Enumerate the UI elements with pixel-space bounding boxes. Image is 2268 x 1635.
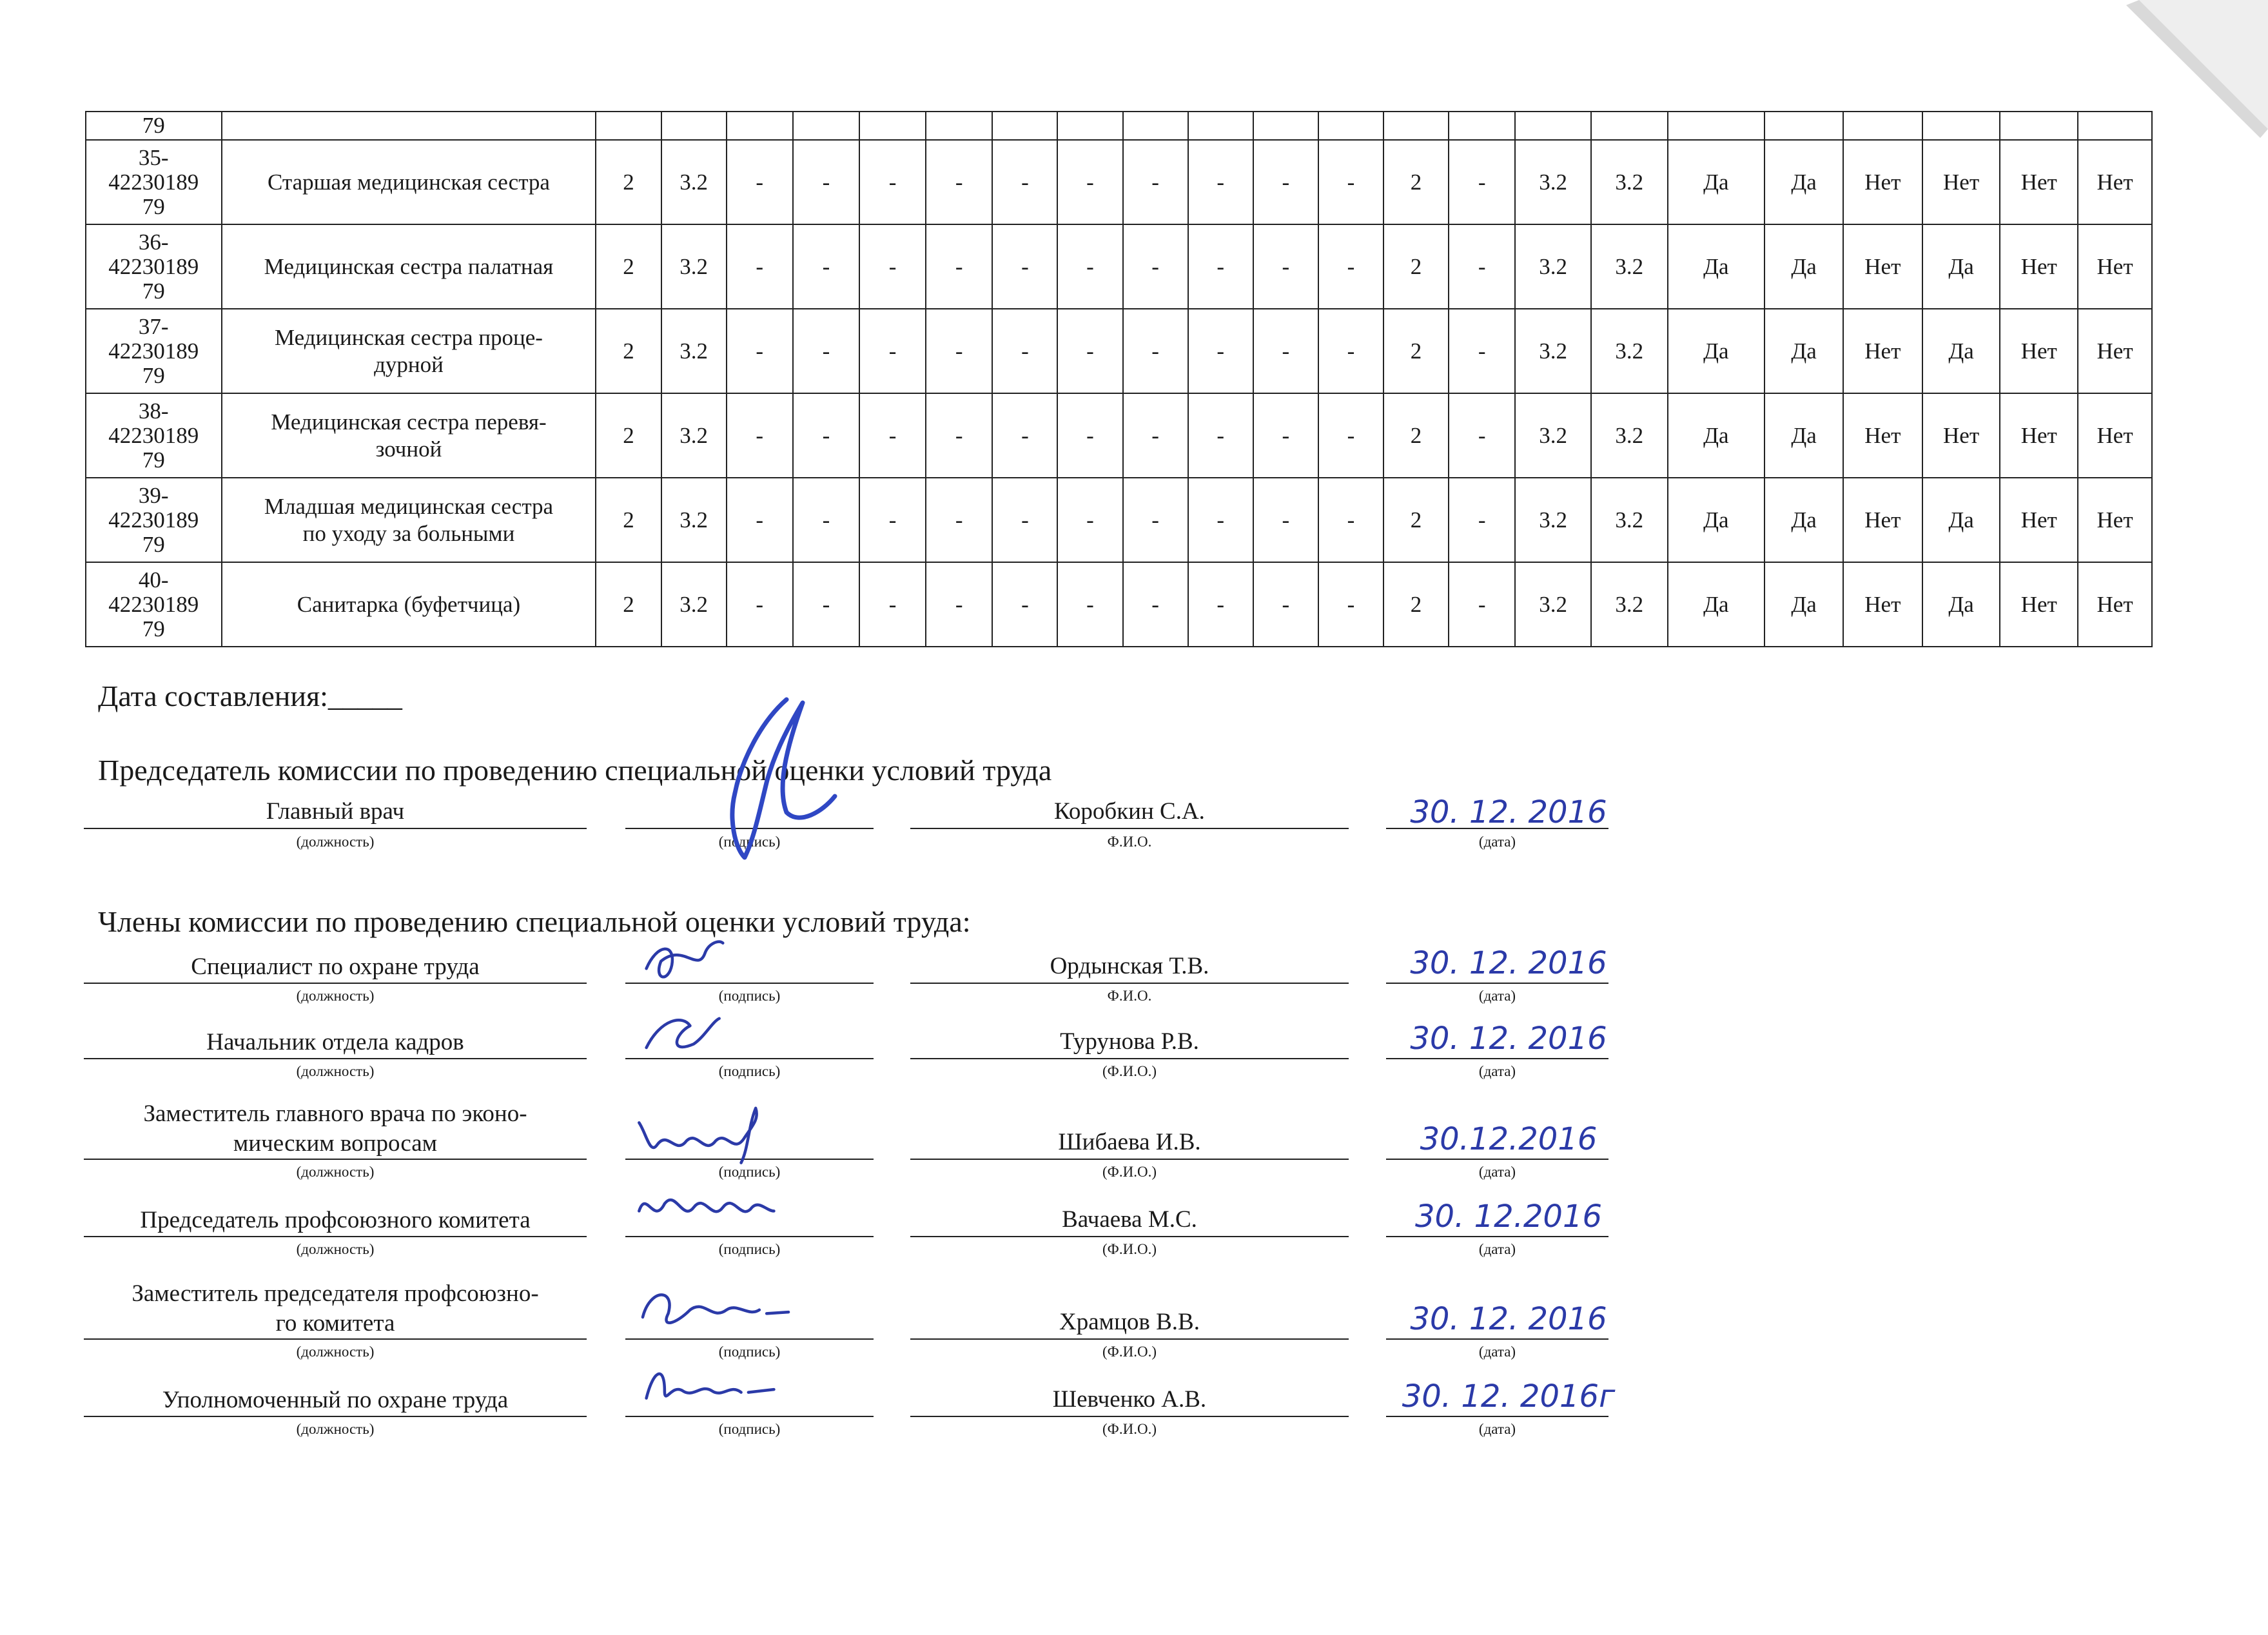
table-cell bbox=[1765, 112, 1843, 140]
table-cell: Нет bbox=[2000, 140, 2078, 224]
table-cell: - bbox=[926, 224, 992, 309]
member-name-caption: (Ф.И.О.) bbox=[1102, 1063, 1157, 1079]
member-name: Храмцов В.В. bbox=[1059, 1309, 1200, 1335]
table-row bbox=[86, 224, 2152, 309]
table-cell: Да bbox=[1668, 562, 1765, 647]
workplace-code-cell bbox=[86, 309, 222, 393]
table-cell: Да bbox=[1922, 478, 2000, 562]
table-cell: - bbox=[1318, 140, 1383, 224]
table-cell: - bbox=[1253, 224, 1318, 309]
table-cell: - bbox=[727, 393, 793, 478]
chair-name: Коробкин С.А. bbox=[1054, 798, 1205, 825]
table-cell: - bbox=[1057, 478, 1122, 562]
table-cell: 2 bbox=[1383, 562, 1449, 647]
table-row bbox=[86, 393, 2152, 478]
table-cell: - bbox=[1318, 562, 1383, 647]
member-position-caption: (должность) bbox=[296, 1421, 375, 1437]
table-cell: - bbox=[793, 140, 859, 224]
table-cell bbox=[1383, 112, 1449, 140]
table-cell bbox=[1123, 112, 1188, 140]
table-cell: 2 bbox=[596, 309, 661, 393]
member-name-caption: (Ф.И.О.) bbox=[1102, 1164, 1157, 1180]
position-underline bbox=[84, 1058, 587, 1059]
member-name: Ордынская Т.В. bbox=[1050, 953, 1209, 979]
table-cell: - bbox=[1253, 309, 1318, 393]
table-cell: Нет bbox=[2000, 562, 2078, 647]
member-signature-image bbox=[632, 1282, 799, 1353]
table-cell bbox=[1188, 112, 1253, 140]
table-row bbox=[86, 140, 2152, 224]
table-cell: - bbox=[1318, 393, 1383, 478]
job-title-line: Младшая медицинская сестра bbox=[264, 493, 554, 519]
table-cell: - bbox=[992, 224, 1057, 309]
table-cell: - bbox=[727, 140, 793, 224]
table-cell: Нет bbox=[2078, 393, 2152, 478]
member-position-caption: (должность) bbox=[296, 1344, 375, 1360]
table-cell bbox=[596, 112, 661, 140]
job-title-line: Медицинская сестра палатная bbox=[264, 253, 554, 279]
member-date: 30. 12. 2016 bbox=[1410, 1021, 1607, 1057]
table-cell: - bbox=[1449, 140, 1515, 224]
table-cell: - bbox=[1188, 562, 1253, 647]
table-cell: Нет bbox=[2078, 140, 2152, 224]
table-cell: Нет bbox=[1843, 478, 1922, 562]
member-date-caption: (дата) bbox=[1478, 1344, 1516, 1360]
table-cell: Нет bbox=[1843, 224, 1922, 309]
table-cell: 3.2 bbox=[1591, 309, 1668, 393]
member-position-line: Председатель профсоюзного комитета bbox=[140, 1207, 531, 1233]
member-position-line: Заместитель председателя профсоюзно- bbox=[132, 1280, 539, 1307]
date-underline bbox=[1386, 1058, 1608, 1059]
table-cell: - bbox=[1188, 393, 1253, 478]
workplace-code-line: 79 bbox=[142, 531, 165, 557]
table-row bbox=[86, 478, 2152, 562]
table-cell: - bbox=[1318, 224, 1383, 309]
table-cell: - bbox=[727, 224, 793, 309]
table-cell: 3.2 bbox=[1515, 393, 1591, 478]
table-cell: 2 bbox=[1383, 224, 1449, 309]
member-signature-image bbox=[632, 926, 799, 997]
name-underline bbox=[910, 1236, 1349, 1237]
date-underline bbox=[1386, 1159, 1608, 1160]
table-cell bbox=[859, 112, 926, 140]
chair-heading: Председатель комиссии по проведению специальной оценки условий труда bbox=[98, 754, 1052, 787]
table-cell: - bbox=[992, 562, 1057, 647]
table-body bbox=[86, 112, 2152, 647]
member-date-caption: (дата) bbox=[1478, 1421, 1516, 1437]
table-cell: - bbox=[992, 140, 1057, 224]
member-date-caption: (дата) bbox=[1478, 1241, 1516, 1257]
table-cell bbox=[1843, 112, 1922, 140]
table-cell bbox=[1449, 112, 1515, 140]
job-title-line: Медицинская сестра перевя- bbox=[271, 409, 547, 435]
chair-date: 30. 12. 2016 bbox=[1410, 794, 1607, 830]
member-position-line: мическим вопросам bbox=[233, 1130, 438, 1157]
table-cell: Да bbox=[1668, 224, 1765, 309]
member-position-line: Заместитель главного врача по эконо- bbox=[143, 1101, 527, 1127]
chair-position: Главный врач bbox=[266, 798, 405, 825]
name-underline bbox=[910, 983, 1349, 984]
workplace-code-line: 42230189 bbox=[108, 422, 199, 448]
member-signature-caption: (подпись) bbox=[718, 1063, 781, 1079]
chair-signature-caption: (подпись) bbox=[718, 834, 781, 850]
member-position bbox=[84, 1385, 587, 1415]
table-cell: - bbox=[926, 140, 992, 224]
member-position bbox=[84, 952, 587, 982]
table-cell: Нет bbox=[2000, 393, 2078, 478]
table-cell: - bbox=[926, 478, 992, 562]
job-title-cell bbox=[222, 393, 596, 478]
member-position-caption: (должность) bbox=[296, 1164, 375, 1180]
table-cell bbox=[1253, 112, 1318, 140]
table-cell: - bbox=[926, 393, 992, 478]
table-cell bbox=[793, 112, 859, 140]
table-cell: - bbox=[727, 309, 793, 393]
table-cell: - bbox=[793, 393, 859, 478]
table-cell: - bbox=[793, 224, 859, 309]
job-title-cell bbox=[222, 478, 596, 562]
table-cell: Нет bbox=[1922, 140, 2000, 224]
sout-results-table bbox=[85, 111, 2153, 647]
member-position-line: Специалист по охране труда bbox=[191, 954, 480, 980]
member-name-caption: (Ф.И.О.) bbox=[1102, 1241, 1157, 1257]
table-cell: 2 bbox=[596, 562, 661, 647]
workplace-code-cell bbox=[86, 140, 222, 224]
table-cell: Да bbox=[1668, 393, 1765, 478]
table-cell: - bbox=[1057, 224, 1122, 309]
member-position-line: го комитета bbox=[275, 1310, 395, 1336]
name-underline bbox=[910, 1058, 1349, 1059]
date-underline bbox=[1386, 1416, 1608, 1417]
workplace-code-line: 40- bbox=[138, 567, 169, 592]
table-cell bbox=[222, 112, 596, 140]
table-cell bbox=[661, 112, 727, 140]
chair-signature-image bbox=[664, 683, 857, 870]
job-title-cell bbox=[222, 309, 596, 393]
member-name: Вачаева М.С. bbox=[1062, 1206, 1197, 1233]
workplace-code-line: 79 bbox=[142, 447, 165, 473]
workplace-code-cell bbox=[86, 562, 222, 647]
table-cell: - bbox=[859, 224, 926, 309]
workplace-code-line: 37- bbox=[138, 313, 169, 339]
table-cell: 2 bbox=[1383, 478, 1449, 562]
workplace-code-line: 42230189 bbox=[108, 253, 199, 279]
table-cell: Да bbox=[1922, 562, 2000, 647]
member-position bbox=[84, 1028, 587, 1057]
table-cell: Нет bbox=[2000, 224, 2078, 309]
member-position bbox=[84, 1279, 587, 1338]
table-cell bbox=[2000, 112, 2078, 140]
table-cell: - bbox=[859, 140, 926, 224]
table-cell: Нет bbox=[1843, 140, 1922, 224]
table-cell bbox=[1591, 112, 1668, 140]
member-position-caption: (должность) bbox=[296, 1241, 375, 1257]
table-cell: 3.2 bbox=[1591, 478, 1668, 562]
workplace-code-line: 42230189 bbox=[108, 338, 199, 364]
table-cell: Нет bbox=[2078, 478, 2152, 562]
name-underline bbox=[910, 1338, 1349, 1340]
job-title-cell bbox=[222, 224, 596, 309]
date-underline bbox=[1386, 1338, 1608, 1340]
table-cell: Да bbox=[1922, 309, 2000, 393]
table-cell: - bbox=[1253, 393, 1318, 478]
date-compiled-label: Дата составления:_____ bbox=[98, 680, 402, 712]
member-position-caption: (должность) bbox=[296, 988, 375, 1004]
table-cell: Нет bbox=[2078, 309, 2152, 393]
table-cell: Да bbox=[1765, 393, 1843, 478]
table-cell: 3.2 bbox=[1591, 140, 1668, 224]
workplace-code-line: 42230189 bbox=[108, 169, 199, 195]
member-date: 30. 12. 2016г bbox=[1402, 1378, 1616, 1415]
table-cell: 3.2 bbox=[661, 224, 727, 309]
table-cell bbox=[1318, 112, 1383, 140]
table-cell: - bbox=[926, 309, 992, 393]
table-row bbox=[86, 562, 2152, 647]
member-name: Турунова Р.В. bbox=[1060, 1028, 1199, 1055]
member-signature-caption: (подпись) bbox=[718, 1344, 781, 1360]
member-name-caption: (Ф.И.О.) bbox=[1102, 1344, 1157, 1360]
table-cell: - bbox=[1057, 393, 1122, 478]
table-cell: - bbox=[1253, 478, 1318, 562]
member-date-caption: (дата) bbox=[1478, 1063, 1516, 1079]
table-cell: 2 bbox=[1383, 309, 1449, 393]
chair-date-caption: (дата) bbox=[1478, 834, 1516, 850]
table-cell bbox=[1057, 112, 1122, 140]
table-cell: 3.2 bbox=[1591, 224, 1668, 309]
table-cell: Да bbox=[1668, 140, 1765, 224]
table-cell: 2 bbox=[1383, 140, 1449, 224]
job-title-line: зочной bbox=[375, 436, 442, 462]
workplace-code-line: 39- bbox=[138, 482, 169, 508]
job-title-line: Медицинская сестра проце- bbox=[275, 324, 543, 350]
member-name: Шибаева И.В. bbox=[1058, 1129, 1201, 1155]
member-signature-image bbox=[632, 1001, 799, 1072]
table-cell: Нет bbox=[1922, 393, 2000, 478]
workplace-code-cell bbox=[86, 478, 222, 562]
workplace-code-line: 42230189 bbox=[108, 507, 199, 533]
name-underline bbox=[910, 1416, 1349, 1417]
table-cell: - bbox=[1449, 309, 1515, 393]
table-cell: - bbox=[1123, 478, 1188, 562]
table-cell: Да bbox=[1765, 478, 1843, 562]
date-underline bbox=[1386, 983, 1608, 984]
table-cell: - bbox=[992, 393, 1057, 478]
table-cell: 3.2 bbox=[1515, 309, 1591, 393]
position-underline bbox=[84, 1416, 587, 1417]
table-cell: - bbox=[1318, 309, 1383, 393]
table-cell: - bbox=[1123, 393, 1188, 478]
workplace-code-line: 35- bbox=[138, 144, 169, 170]
table-cell: - bbox=[727, 562, 793, 647]
table-cell: 3.2 bbox=[661, 140, 727, 224]
position-underline bbox=[84, 983, 587, 984]
table-cell: - bbox=[727, 478, 793, 562]
chair-position-caption: (должность) bbox=[296, 834, 375, 850]
table-cell: - bbox=[926, 562, 992, 647]
table-cell: Да bbox=[1668, 478, 1765, 562]
table-cell: - bbox=[1449, 393, 1515, 478]
table-cell: - bbox=[1449, 224, 1515, 309]
name-underline bbox=[910, 1159, 1349, 1160]
table-cell: - bbox=[1253, 562, 1318, 647]
table-cell: 3.2 bbox=[1515, 140, 1591, 224]
table-cell bbox=[926, 112, 992, 140]
position-underline bbox=[84, 1236, 587, 1237]
table-cell: - bbox=[1123, 562, 1188, 647]
table-cell bbox=[1515, 112, 1591, 140]
member-date: 30.12.2016 bbox=[1420, 1121, 1598, 1157]
member-signature-caption: (подпись) bbox=[718, 988, 781, 1004]
table-cell: Да bbox=[1922, 224, 2000, 309]
member-signature-image bbox=[632, 1359, 799, 1430]
table-cell: 2 bbox=[596, 393, 661, 478]
date-underline bbox=[1386, 1236, 1608, 1237]
table-cell: Нет bbox=[2078, 562, 2152, 647]
table-cell: - bbox=[859, 393, 926, 478]
job-title-cell bbox=[222, 562, 596, 647]
workplace-code-line: 79 bbox=[142, 616, 165, 641]
table-cell: - bbox=[1057, 562, 1122, 647]
member-signature-caption: (подпись) bbox=[718, 1164, 781, 1180]
table-cell: - bbox=[992, 309, 1057, 393]
table-row bbox=[86, 309, 2152, 393]
job-title-line: Старшая медицинская сестра bbox=[267, 169, 550, 195]
table-cell: - bbox=[1123, 309, 1188, 393]
table-cell: - bbox=[793, 478, 859, 562]
member-position bbox=[84, 1206, 587, 1235]
table-cell: - bbox=[1188, 224, 1253, 309]
table-cell: 3.2 bbox=[661, 393, 727, 478]
chair-name-caption: Ф.И.О. bbox=[1107, 834, 1152, 850]
table-cell: Нет bbox=[1843, 393, 1922, 478]
table-cell: - bbox=[1188, 309, 1253, 393]
workplace-code-line: 42230189 bbox=[108, 591, 199, 617]
job-title-cell bbox=[222, 140, 596, 224]
table-cell: Да bbox=[1765, 309, 1843, 393]
workplace-code-cell: 79 bbox=[86, 112, 222, 140]
job-title-line: Санитарка (буфетчица) bbox=[297, 591, 521, 617]
member-name-caption: Ф.И.О. bbox=[1107, 988, 1152, 1004]
table-cell: - bbox=[859, 478, 926, 562]
table-cell: 3.2 bbox=[661, 562, 727, 647]
table-cell bbox=[1668, 112, 1765, 140]
table-cell bbox=[1922, 112, 2000, 140]
job-title-line: дурной bbox=[374, 351, 444, 377]
position-underline bbox=[84, 1159, 587, 1160]
table-cell: 2 bbox=[1383, 393, 1449, 478]
member-position bbox=[84, 1099, 587, 1159]
table-cell: Нет bbox=[1843, 562, 1922, 647]
table-cell: - bbox=[1188, 478, 1253, 562]
member-name: Шевченко А.В. bbox=[1052, 1386, 1207, 1413]
table-cell: Да bbox=[1765, 562, 1843, 647]
member-name-caption: (Ф.И.О.) bbox=[1102, 1421, 1157, 1437]
table-cell: - bbox=[859, 562, 926, 647]
table-cell: 3.2 bbox=[661, 478, 727, 562]
member-signature-image bbox=[632, 1102, 799, 1173]
table-cell bbox=[727, 112, 793, 140]
members-heading: Члены комиссии по проведению специальной оценки условий труда: bbox=[98, 905, 971, 938]
table-cell: 2 bbox=[596, 140, 661, 224]
member-date: 30. 12. 2016 bbox=[1410, 1301, 1607, 1337]
table-cell: 3.2 bbox=[661, 309, 727, 393]
table-cell: 3.2 bbox=[1591, 562, 1668, 647]
table-cell: Да bbox=[1765, 224, 1843, 309]
table-cell: - bbox=[992, 478, 1057, 562]
workplace-code-line: 36- bbox=[138, 229, 169, 255]
table-cell: - bbox=[1057, 309, 1122, 393]
table-cell: - bbox=[793, 309, 859, 393]
workplace-code-line: 38- bbox=[138, 398, 169, 424]
table-cell: Нет bbox=[1843, 309, 1922, 393]
table-cell: 3.2 bbox=[1515, 562, 1591, 647]
table-cell: 3.2 bbox=[1591, 393, 1668, 478]
table-cell: - bbox=[859, 309, 926, 393]
workplace-code-cell bbox=[86, 393, 222, 478]
table-cell: 2 bbox=[596, 224, 661, 309]
member-date: 30. 12. 2016 bbox=[1410, 945, 1607, 981]
workplace-code-line: 79 bbox=[142, 193, 165, 219]
table-cell: 3.2 bbox=[1515, 224, 1591, 309]
table-cell: Нет bbox=[2000, 478, 2078, 562]
member-position-line: Начальник отдела кадров bbox=[206, 1029, 464, 1055]
table-cell: 2 bbox=[596, 478, 661, 562]
table-cell: - bbox=[1057, 140, 1122, 224]
table-cell: - bbox=[1123, 224, 1188, 309]
table-cell bbox=[2078, 112, 2152, 140]
member-signature-caption: (подпись) bbox=[718, 1241, 781, 1257]
table-cell: Нет bbox=[2000, 309, 2078, 393]
table-cell: - bbox=[1253, 140, 1318, 224]
position-underline bbox=[84, 1338, 587, 1340]
table-cell: Нет bbox=[2078, 224, 2152, 309]
member-date: 30. 12.2016 bbox=[1414, 1199, 1603, 1235]
table-cell: - bbox=[1188, 140, 1253, 224]
member-position-line: Уполномоченный по охране труда bbox=[162, 1387, 509, 1413]
table-cell: - bbox=[1449, 478, 1515, 562]
table-cell: - bbox=[1123, 140, 1188, 224]
member-date-caption: (дата) bbox=[1478, 1164, 1516, 1180]
member-position-caption: (должность) bbox=[296, 1063, 375, 1079]
workplace-code-line: 79 bbox=[142, 362, 165, 388]
table-cell: Да bbox=[1668, 309, 1765, 393]
table-cell: - bbox=[1318, 478, 1383, 562]
member-signature-caption: (подпись) bbox=[718, 1421, 781, 1437]
member-date-caption: (дата) bbox=[1478, 988, 1516, 1004]
workplace-code-cell bbox=[86, 224, 222, 309]
table-cell: Да bbox=[1765, 140, 1843, 224]
table-cell: - bbox=[1449, 562, 1515, 647]
table-cell: 3.2 bbox=[1515, 478, 1591, 562]
job-title-line: по уходу за больными bbox=[302, 520, 515, 546]
member-signature-image bbox=[632, 1179, 799, 1250]
table-cell bbox=[992, 112, 1057, 140]
table-cell: - bbox=[793, 562, 859, 647]
table-row-partial bbox=[86, 112, 2152, 140]
workplace-code-line: 79 bbox=[142, 278, 165, 304]
